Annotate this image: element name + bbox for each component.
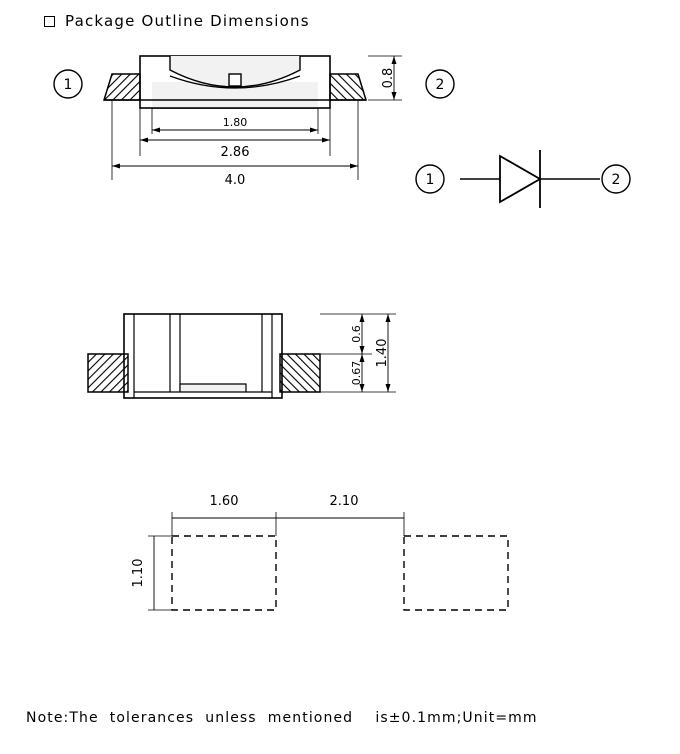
terminal-right: [330, 74, 366, 100]
dim-label-110: 1.10: [131, 558, 146, 588]
dim-label-210: 2.10: [329, 494, 359, 509]
polarity-square-icon: [229, 74, 241, 86]
dim-label-180: 1.80: [222, 116, 248, 129]
dim-label-067: 0.67: [350, 360, 363, 386]
pad-left: [172, 536, 276, 610]
pin-marker-2-symbol-label: 2: [611, 172, 621, 188]
dim-label-160: 1.60: [209, 494, 239, 509]
dim-label-140: 1.40: [375, 338, 390, 368]
side-terminal-left: [88, 354, 128, 392]
top-view-group: [54, 56, 454, 188]
page-title: Package Outline Dimensions: [65, 12, 310, 30]
side-view-bottom-step: [180, 384, 246, 392]
dim-label-height: 0.8: [381, 67, 396, 89]
terminal-left: [104, 74, 140, 100]
pad-right: [404, 536, 508, 610]
diode-symbol-group: [416, 150, 630, 208]
side-view-group: [88, 314, 396, 398]
pin-marker-1-top-label: 1: [63, 77, 73, 93]
pin-marker-2-top-label: 2: [435, 77, 445, 93]
dim-label-40: 4.0: [224, 173, 246, 188]
tolerance-note: Note:The tolerances unless mentioned is±0.1mm;Unit=mm: [26, 710, 538, 726]
dim-label-06: 0.6: [350, 325, 363, 343]
pad-layout-group: [131, 494, 508, 610]
pin-marker-1-symbol-label: 1: [425, 172, 435, 188]
dim-label-286: 2.86: [220, 145, 250, 160]
side-terminal-right: [280, 354, 320, 392]
diode-anode-triangle: [500, 156, 540, 202]
